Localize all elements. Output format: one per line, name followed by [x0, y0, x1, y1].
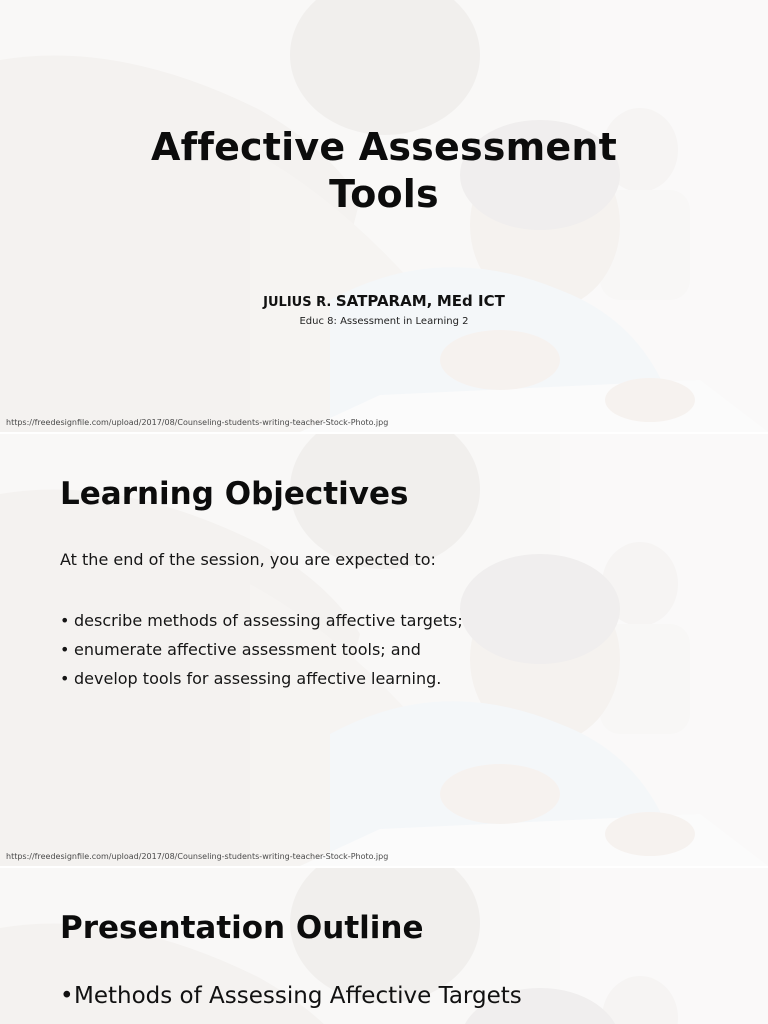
objectives-slide	[0, 434, 768, 866]
author-prefix: JULIUS R.	[263, 295, 332, 310]
objectives-slide-content	[0, 434, 768, 866]
presentation-title	[84, 124, 684, 218]
outline-text: Methods of Assessing Affective Targets	[74, 983, 522, 1009]
title-slide-content	[0, 0, 768, 432]
outline-heading: Presentation Outline	[60, 910, 424, 946]
list-item	[60, 635, 463, 664]
outline-list	[60, 980, 522, 1012]
objective-text: describe methods of assessing affective targets;	[74, 611, 463, 630]
title-slide	[0, 0, 768, 432]
bullet-mark: •	[60, 983, 74, 1009]
author-degree: MEd ICT	[436, 292, 505, 310]
author-name	[184, 292, 584, 310]
course-name: Educ 8: Assessment in Learning 2	[299, 316, 469, 327]
outline-slide	[0, 868, 768, 1024]
image-source-url: https://freedesignfile.com/upload/2017/08/Counseling-students-writing-teacher-Stock-Photo.jpg	[6, 852, 389, 861]
title-line-1: Affective Assessment	[151, 125, 617, 169]
objectives-intro: At the end of the session, you are expected to:	[60, 550, 436, 569]
bullet-mark: •	[60, 669, 70, 688]
list-item	[60, 664, 463, 693]
objective-text: enumerate affective assessment tools; and	[74, 640, 421, 659]
objective-text: develop tools for assessing affective learning.	[74, 669, 442, 688]
objectives-list	[60, 606, 463, 693]
outline-slide-content	[0, 868, 768, 1024]
image-source-url: https://freedesignfile.com/upload/2017/08/Counseling-students-writing-teacher-Stock-Photo.jpg	[6, 418, 389, 427]
bullet-mark: •	[60, 611, 70, 630]
objectives-heading: Learning Objectives	[60, 476, 409, 512]
bullet-mark: •	[60, 640, 70, 659]
author-surname: SATPARAM,	[335, 292, 433, 310]
list-item	[60, 980, 522, 1012]
list-item	[60, 606, 463, 635]
title-line-2: Tools	[329, 172, 439, 216]
